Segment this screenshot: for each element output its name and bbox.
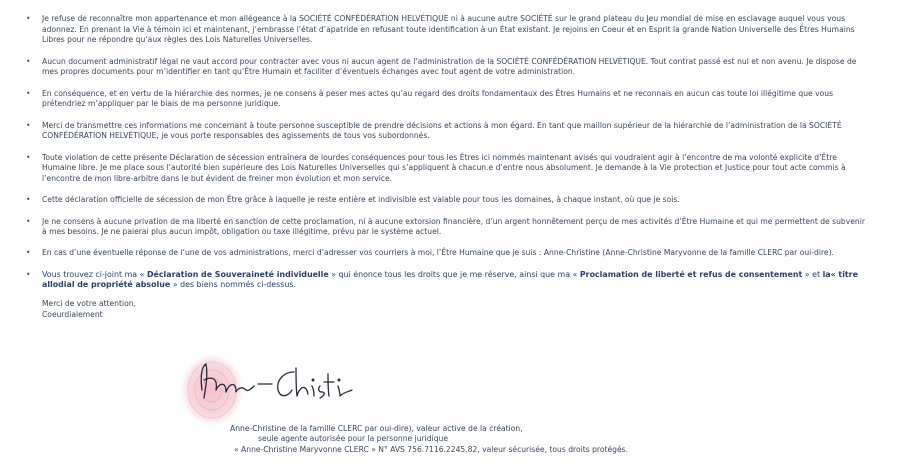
paragraph-7: • Je ne consens à aucune privation de ma liberté en sanction de cette proclamation, ni à aucune extorsion financière, d’un argent honnêtement perçu de mes activités d’Être Humaine et qui me permettent de subvenir à mes besoins. Je ne paierai plus aucun impôt, obligation ou taxe illégitime, prévu par le système actuel.: [26, 216, 865, 237]
footer-line-1: Anne-Christine de la famille CLERC par oui-dire), valeur active de la création,: [230, 424, 523, 433]
paragraph-2: • Aucun document administratif légal ne vaut accord pour contracter avec vous ni aucun agent de l’administration de la SOCIÉTÉ CONFÉDÉRATION HELVÉTIQUE. Tout contrat passé est nul et non avenu. Je dispose de mes propres documents pour m’identifier en tant qu’Être Humain et faciliter d’éventuels échanges avec tout agent de votre administration.: [26, 56, 857, 77]
closing-line-2: Coeurdialement: [42, 309, 103, 319]
attachment-declaration: Déclaration de Souveraineté individuelle: [146, 269, 329, 279]
bullet: •: [26, 14, 31, 23]
paragraph-5: • Toute violation de cette présente Déclaration de sécession entraînera de lourdes conséquences pour tous les Êtres ici nommés maintenant avisés qui voudraient agir à l’encontre de ma volonté explicite d’Être Humaine libre. Je me place sous l’autorité bien supérieure des Lois Naturelles Universelles qui s’appliquent à chacun.e d’entre nous absolument. Je demande à la Vie protection et Justice pour tout acte commis à l’encontre de mon libre-arbitre dans le but évident de freiner mon évolution et mon service.: [26, 152, 846, 183]
bullet: •: [26, 120, 31, 130]
thumbprint-mark: [180, 354, 244, 426]
paragraph-8: • En cas d’une éventuelle réponse de l’une de vos administrations, merci d’adresser vos courriers à moi, l’Être Humaine que je suis : Anne-Christine (Anne-Christine Maryvonne de la famille CLERC par oui-dire).: [26, 248, 834, 258]
paragraph-attachments: • Vous trouvez ci-joint ma « Déclaration de Souveraineté individuelle » qui énonce tous les droits que je me réserve, ainsi que ma « Proclamation de liberté et refus de consentement » et la« titre allodial de propriété absolue » des biens nommés ci-dessus.: [26, 269, 858, 290]
paragraph-1: • Je refuse de reconnaître mon appartenance et mon allégeance à la SOCIÉTÉ CONFÉDÉRATION HELVÉTIQUE ni à aucune autre SOCIÉTÉ sur le grand plateau du Jeu mondial de mise en esclavage auquel vous vous adonnez. En prenant la Vie à témoin ici et maintenant, j’embrasse l’état d’apatride en refusant toute identification à un État existant. Je rejoins en Coeur et en Esprit la grande Nation Universelle des Êtres Humains Libres pour ne répondre qu’aux règles des Lois Naturelles Universelles.: [26, 14, 855, 45]
footer-identity: [230, 424, 628, 455]
footer-line-3: « Anne-Christine Maryvonne CLERC » N° AVS 756.7116.2245.82, valeur sécurisée, tous droits protégés.: [234, 444, 629, 454]
declaration-paragraphs: [26, 14, 870, 291]
bullet: •: [26, 152, 31, 162]
signature-graphic: [176, 346, 376, 430]
bullet: •: [26, 195, 31, 205]
bullet: •: [26, 269, 31, 279]
signature-block: [176, 346, 376, 430]
paragraph-6: • Cette déclaration officielle de sécession de mon Être grâce à laquelle je reste entière et indivisible est valable pour tous les domaines, à chaque instant, où que je sois.: [26, 195, 680, 205]
paragraph-4: • Merci de transmettre ces informations me concernant à toute personne susceptible de prendre décisions et actions à mon égard. En tant que maillon supérieur de la hiérarchie de l’administration de la SOCIÉTÉ CONFÉDÉRATION HELVÉTIQUE, je vous porte responsables des agissements de tous vos subordonnés.: [26, 120, 842, 141]
bullet: •: [26, 248, 31, 258]
paragraph-3: • En conséquence, et en vertu de la hiérarchie des normes, je ne consens à peser mes actes qu’au regard des droits fondamentaux des Êtres Humains et ne reconnais en aucun cas toute loi illégitime que vous prétendriez m’appliquer par le biais de ma personne juridique.: [26, 88, 834, 109]
bullet: •: [26, 88, 31, 98]
attachment-proclamation: Proclamation de liberté et refus de consentement: [579, 269, 803, 279]
bullet: •: [26, 56, 31, 66]
closing-line-1: Merci de votre attention,: [42, 299, 136, 309]
attachment-allodial-title: la« titre allodial de propriété absolue: [42, 269, 858, 290]
bullet: •: [26, 216, 31, 226]
closing-salutation: [26, 299, 870, 320]
footer-line-2: seule agente autorisée pour la personne juridique: [258, 434, 449, 444]
